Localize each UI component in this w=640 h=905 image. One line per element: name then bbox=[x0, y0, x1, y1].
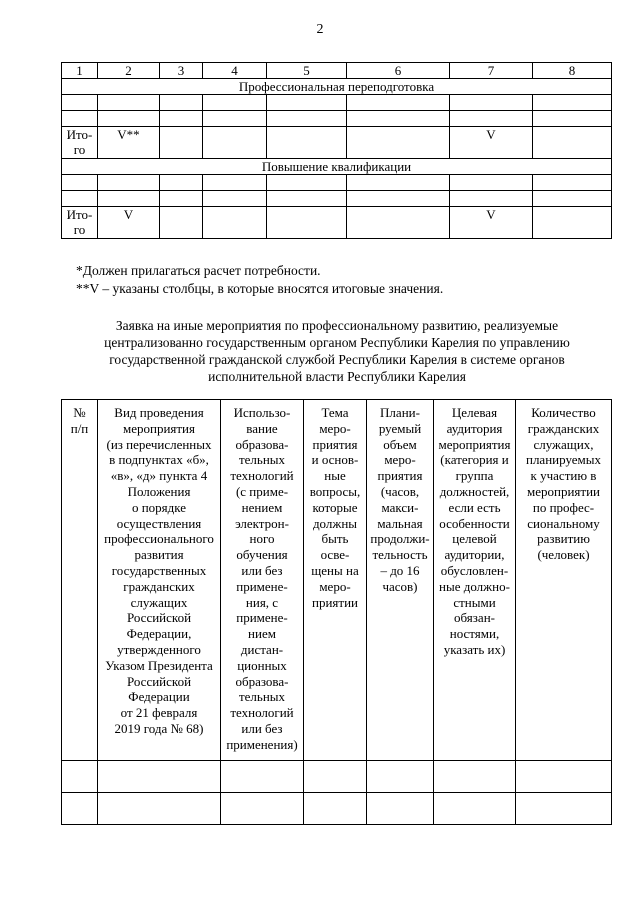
header-cell bbox=[367, 400, 434, 761]
column-number: 4 bbox=[203, 63, 267, 79]
header-cell bbox=[221, 400, 304, 761]
header-line: нением bbox=[241, 499, 283, 515]
header-line: служащих bbox=[130, 594, 188, 610]
table-row bbox=[62, 761, 612, 793]
footnotes bbox=[76, 262, 443, 298]
header-line: развитию bbox=[537, 531, 590, 547]
header-line: тельных bbox=[238, 452, 286, 468]
header-line: Тема bbox=[321, 405, 349, 420]
header-line: примене- bbox=[236, 578, 288, 594]
header-line: мальная bbox=[377, 515, 423, 531]
header-line: осуществления bbox=[116, 515, 202, 531]
header-line: приятии bbox=[312, 594, 358, 610]
column-number: 6 bbox=[347, 63, 450, 79]
header-line: Плани- bbox=[380, 405, 420, 420]
header-line: продолжи- bbox=[370, 531, 430, 547]
column-number: 8 bbox=[533, 63, 612, 79]
header-line: (из перечисленных bbox=[106, 436, 212, 452]
header-line: 2019 года № 68) bbox=[114, 720, 204, 736]
header-line: – до 16 bbox=[380, 562, 420, 578]
header-line: целевой bbox=[452, 531, 497, 547]
header-line: мероприятия bbox=[438, 436, 511, 452]
table-row bbox=[62, 175, 612, 191]
header-line: и основ- bbox=[311, 452, 359, 468]
section-title: Профессиональная переподготовка bbox=[62, 79, 612, 95]
total-mark: V bbox=[450, 127, 533, 159]
header-line: технологий bbox=[230, 705, 294, 721]
header-line: профессионального bbox=[104, 531, 214, 547]
total-mark: V bbox=[98, 207, 160, 239]
header-line: меро- bbox=[319, 578, 351, 594]
header-line: обучения bbox=[236, 547, 288, 563]
header-line: ного bbox=[249, 531, 275, 547]
header-line: нием bbox=[248, 626, 276, 642]
header-line: щены на bbox=[311, 562, 359, 578]
header-line: объем bbox=[383, 436, 417, 452]
header-line: тельность bbox=[372, 547, 428, 563]
header-line: гражданских bbox=[527, 420, 600, 436]
header-line: от 21 февраля bbox=[120, 705, 198, 721]
header-line: технологий bbox=[230, 468, 294, 484]
header-line: (часов, bbox=[380, 483, 420, 499]
header-line: обусловлен- bbox=[440, 562, 509, 578]
column-number: 7 bbox=[450, 63, 533, 79]
page-number: 2 bbox=[316, 22, 324, 37]
header-line: Вид проведения bbox=[114, 405, 204, 420]
header-line: № bbox=[73, 405, 86, 420]
header-line: планируемых bbox=[525, 452, 602, 468]
header-line: о порядке bbox=[131, 499, 187, 515]
header-line: Целевая bbox=[451, 405, 498, 420]
total-row bbox=[62, 127, 612, 159]
table-row bbox=[62, 191, 612, 207]
header-line: п/п bbox=[70, 420, 89, 436]
table-row bbox=[62, 95, 612, 111]
header-line: (с приме- bbox=[235, 483, 289, 499]
table-header-row bbox=[62, 63, 612, 79]
header-line: меро- bbox=[384, 452, 416, 468]
header-line: часов) bbox=[382, 578, 418, 594]
header-cell bbox=[516, 400, 612, 761]
total-label: Ито- го bbox=[62, 127, 98, 159]
header-line: государственных bbox=[111, 562, 207, 578]
header-line: Российской bbox=[126, 610, 192, 626]
header-line: в подпунктах «б», bbox=[109, 452, 209, 468]
header-line: вание bbox=[246, 420, 278, 436]
header-line: дистан- bbox=[240, 641, 284, 657]
total-label: Ито- го bbox=[62, 207, 98, 239]
total-mark: V** bbox=[98, 127, 160, 159]
column-number: 1 bbox=[62, 63, 98, 79]
header-line: Использо- bbox=[233, 405, 291, 420]
table-row bbox=[62, 793, 612, 825]
header-line: вопросы, bbox=[309, 483, 361, 499]
header-line: (человек) bbox=[537, 547, 590, 563]
header-line: или без bbox=[241, 720, 283, 736]
header-cell bbox=[434, 400, 516, 761]
header-line: (категория и bbox=[440, 452, 509, 468]
header-line: «в», «д» пункта 4 bbox=[110, 468, 208, 484]
header-line: развития bbox=[134, 547, 184, 563]
header-line: тельных bbox=[238, 689, 286, 705]
footnote-1: *Должен прилагаться расчет потребности. bbox=[76, 263, 321, 278]
section-heading: Заявка на иные мероприятия по профессиональному развитию, реализуемые централизованно государственным органом Республики Карелия по управлению государственной гражданской службой Республики Карелия в системе органов исполнительной власти Республики Карелия bbox=[104, 318, 570, 384]
column-number: 2 bbox=[98, 63, 160, 79]
header-line: Положения bbox=[127, 483, 191, 499]
header-line: мероприятии bbox=[527, 483, 600, 499]
header-line: или без bbox=[241, 562, 283, 578]
header-line: утвержденного bbox=[117, 641, 201, 657]
header-line: должны bbox=[312, 515, 358, 531]
header-line: обязан- bbox=[454, 610, 495, 626]
header-line: применения) bbox=[226, 736, 298, 752]
header-line: осве- bbox=[320, 547, 350, 563]
table-header-row bbox=[62, 400, 612, 761]
column-number: 5 bbox=[267, 63, 347, 79]
header-line: аудитория bbox=[446, 420, 503, 436]
header-line: руемый bbox=[378, 420, 422, 436]
header-line: аудитории, bbox=[444, 547, 505, 563]
section-title-row bbox=[62, 79, 612, 95]
header-line: указать их) bbox=[443, 641, 506, 657]
header-line: ные должно- bbox=[439, 578, 510, 594]
header-line: сиональному bbox=[527, 515, 600, 531]
header-line: особенности bbox=[439, 515, 510, 531]
header-line: служащих, bbox=[533, 436, 594, 452]
header-line: меро- bbox=[319, 420, 351, 436]
header-line: ния, с bbox=[245, 594, 279, 610]
header-line: по профес- bbox=[532, 499, 595, 515]
header-line: к участию в bbox=[530, 468, 597, 484]
header-line: мероприятия bbox=[122, 420, 195, 436]
header-line: электрон- bbox=[235, 515, 289, 531]
summary-table bbox=[61, 62, 612, 239]
header-line: ные bbox=[324, 468, 346, 484]
header-line: образова- bbox=[235, 673, 289, 689]
header-line: если есть bbox=[448, 499, 501, 515]
column-number: 3 bbox=[160, 63, 203, 79]
section-title-row bbox=[62, 159, 612, 175]
header-line: Количество bbox=[531, 405, 596, 420]
header-cell bbox=[62, 400, 98, 761]
header-cell bbox=[304, 400, 367, 761]
header-line: стными bbox=[453, 594, 496, 610]
header-cell bbox=[98, 400, 221, 761]
header-line: образова- bbox=[235, 436, 289, 452]
header-line: ционных bbox=[237, 657, 287, 673]
header-line: быть bbox=[321, 531, 349, 547]
header-line: должностей, bbox=[439, 483, 510, 499]
total-mark: V bbox=[450, 207, 533, 239]
header-line: которые bbox=[312, 499, 358, 515]
total-row bbox=[62, 207, 612, 239]
header-line: гражданских bbox=[123, 578, 195, 594]
header-line: приятия bbox=[377, 468, 423, 484]
header-line: макси- bbox=[381, 499, 419, 515]
header-line: Федерации, bbox=[126, 626, 192, 642]
header-line: Российской bbox=[126, 673, 192, 689]
header-line: приятия bbox=[312, 436, 358, 452]
events-table bbox=[61, 399, 612, 825]
header-line: ностями, bbox=[449, 626, 500, 642]
table-row bbox=[62, 111, 612, 127]
header-line: Федерации bbox=[128, 689, 190, 705]
footnote-2: **V – указаны столбцы, в которые вносятся итоговые значения. bbox=[76, 281, 444, 296]
header-line: группа bbox=[455, 468, 494, 484]
header-line: Указом Президента bbox=[105, 657, 213, 673]
header-line: примене- bbox=[236, 610, 288, 626]
section-title: Повышение квалификации bbox=[62, 159, 612, 175]
